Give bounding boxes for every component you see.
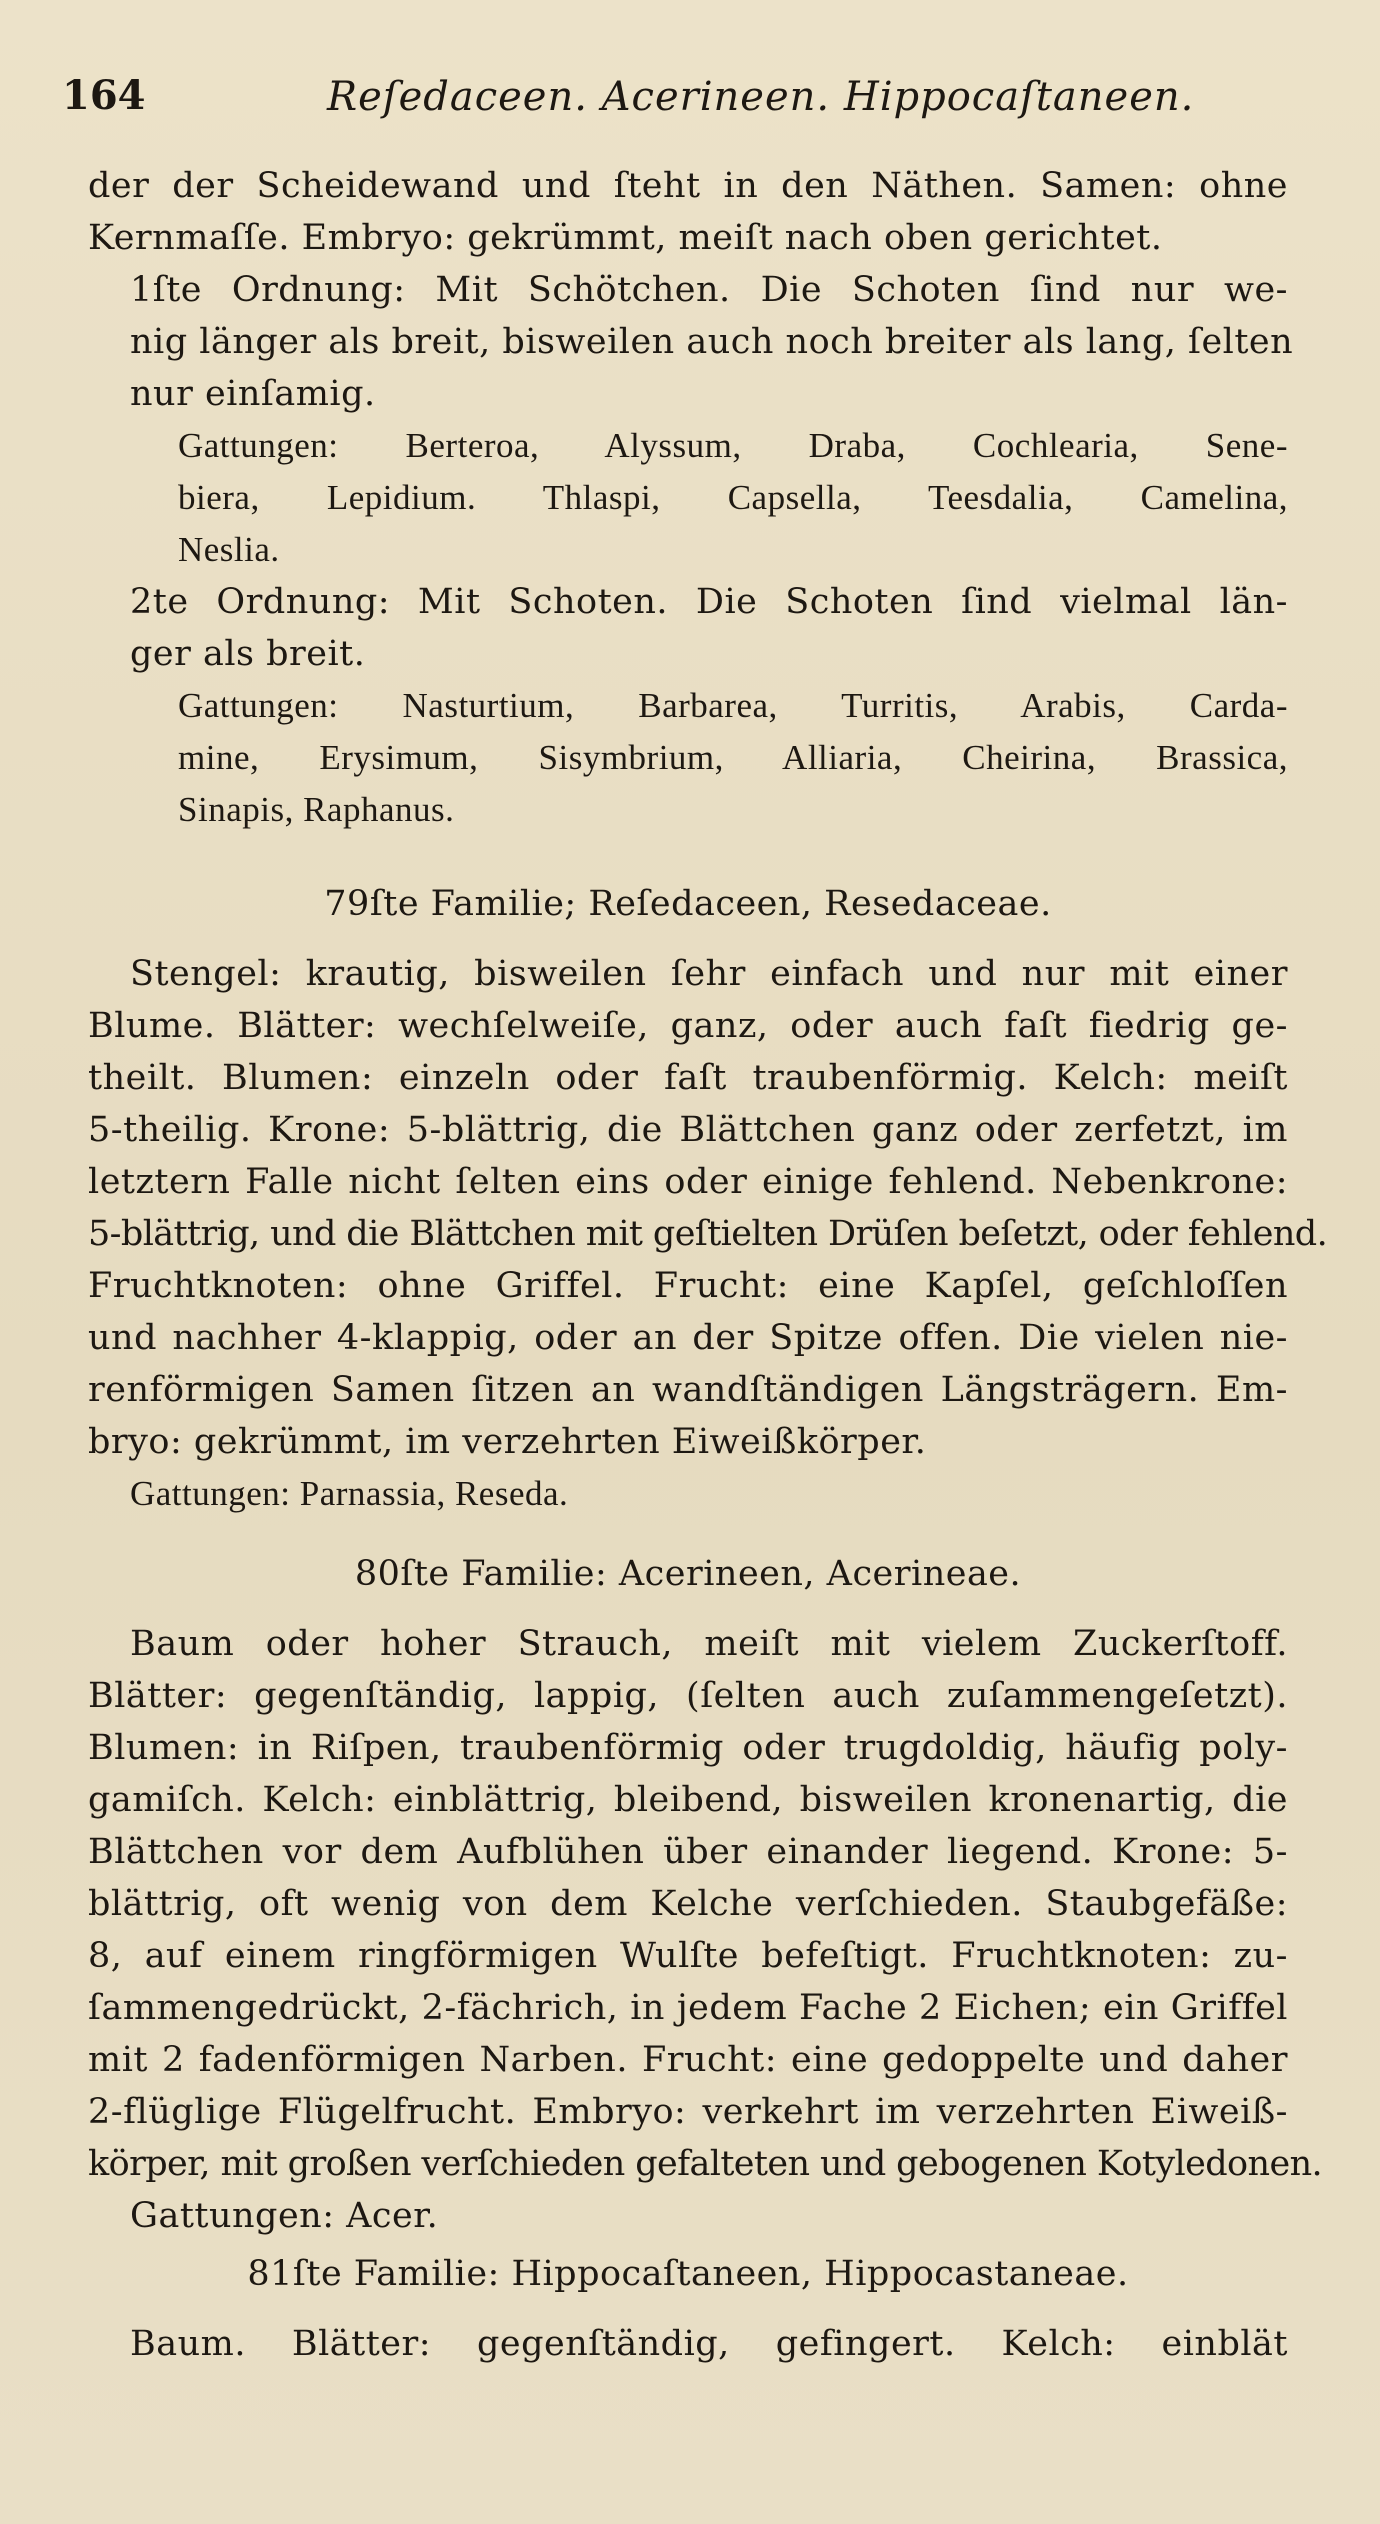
text-line: theilt. Blumen: einzeln oder faſt traubenförmig. Kelch: meiſt: [88, 1058, 1288, 1098]
text-line: Blätter: gegenſtändig, lappig, (ſelten auch zuſammengeſetzt).: [88, 1676, 1288, 1716]
text-line: ſammengedrückt, 2-fächrich, in jedem Fache 2 Eichen; ein Griffel: [88, 1988, 1288, 2028]
genera-line: Gattungen: Berteroa, Alyssum, Draba, Cochlearia, Sene-: [178, 426, 1288, 465]
text-line: Baum oder hoher Strauch, meiſt mit vielem Zuckerſtoff.: [130, 1624, 1288, 1664]
family-79-description: [88, 948, 1328, 1520]
text-line: Baum. Blätter: gegenſtändig, gefingert. Kelch: einblät: [130, 2324, 1288, 2364]
text-line: letztern Falle nicht ſelten eins oder einige fehlend. Nebenkrone:: [88, 1162, 1288, 1202]
family-80-heading-block: [88, 1548, 1288, 1600]
text-line: Blume. Blätter: wechſelweiſe, ganz, oder auch faſt fiedrig ge-: [88, 1006, 1288, 1046]
text-line: Blättchen vor dem Aufblühen über einander liegend. Krone: 5-: [88, 1832, 1288, 1872]
family-heading: 80ſte Familie: Acerineen, Acerineae.: [354, 1554, 1022, 1594]
text-line: mit 2 fadenförmigen Narben. Frucht: eine gedoppelte und daher: [88, 2040, 1288, 2080]
family-80-description: [88, 1618, 1323, 2242]
text-line: blättrig, oft wenig von dem Kelche verſchieden. Staubgefäße:: [88, 1884, 1288, 1924]
text-line: Stengel: krautig, bisweilen ſehr einfach und nur mit einer: [130, 954, 1288, 994]
text-line: körper, mit großen verſchieden gefalteten und gebogenen Kotyledonen.: [88, 2144, 1323, 2184]
page-number: 164: [62, 72, 146, 119]
genera-line: Gattungen: Acer.: [130, 2196, 439, 2236]
text-line: gamiſch. Kelch: einblättrig, bleibend, bisweilen kronenartig, die: [88, 1780, 1288, 1820]
order-heading: 2te Ordnung: Mit Schoten. Die Schoten ſind vielmal län-: [130, 582, 1288, 622]
text-line: 8, auf einem ringförmigen Wulſte befeſtigt. Fruchtknoten: zu-: [88, 1936, 1288, 1976]
genera-line: biera, Lepidium. Thlaspi, Capsella, Teesdalia, Camelina,: [178, 478, 1288, 517]
text-line: und nachher 4-klappig, oder an der Spitze offen. Die vielen nie-: [88, 1318, 1288, 1358]
text-line: ger als breit.: [130, 634, 366, 674]
text-line: 5-theilig. Krone: 5-blättrig, die Blättchen ganz oder zerfetzt, im: [88, 1110, 1288, 1150]
running-header: [62, 72, 1288, 132]
text-line: Blumen: in Riſpen, traubenförmig oder trugdoldig, häufig poly-: [88, 1728, 1288, 1768]
family-79-heading-block: [88, 878, 1288, 930]
genera-line: Neslia.: [178, 530, 280, 569]
text-line: der der Scheidewand und ſteht in den Näthen. Samen: ohne: [88, 166, 1288, 206]
genera-line: Sinapis, Raphanus.: [178, 790, 455, 829]
order-heading: 1ſte Ordnung: Mit Schötchen. Die Schoten ſind nur we-: [130, 270, 1288, 310]
genera-line: Gattungen: Nasturtium, Barbarea, Turritis, Arabis, Carda-: [178, 686, 1288, 725]
genera-line: mine, Erysimum, Sisymbrium, Alliaria, Cheirina, Brassica,: [178, 738, 1288, 777]
family-heading: 81ſte Familie: Hippocaſtaneen, Hippocastaneae.: [247, 2254, 1129, 2294]
cruciferae-continuation: [88, 160, 1294, 836]
text-line: Kernmaſſe. Embryo: gekrümmt, meiſt nach oben gerichtet.: [88, 218, 1163, 258]
family-81-description: [88, 2318, 1288, 2370]
running-title: Reſedaceen. Acerineen. Hippocaſtaneen.: [327, 74, 1195, 120]
text-line: bryo: gekrümmt, im verzehrten Eiweißkörper.: [88, 1422, 927, 1462]
text-line: renförmigen Samen ſitzen an wandſtändigen Längsträgern. Em-: [88, 1370, 1288, 1410]
text-line: 2-flüglige Flügelfrucht. Embryo: verkehrt im verzehrten Eiweiß-: [88, 2092, 1288, 2132]
text-line: Fruchtknoten: ohne Griffel. Frucht: eine Kapſel, geſchloſſen: [88, 1266, 1288, 1306]
text-line: nur einſamig.: [130, 374, 376, 414]
genera-line: Gattungen: Parnassia, Reseda.: [130, 1474, 569, 1513]
family-81-heading-block: [88, 2248, 1288, 2300]
text-line: nig länger als breit, bisweilen auch noch breiter als lang, ſelten: [130, 322, 1294, 362]
text-line: 5-blättrig, und die Blättchen mit geſtielten Drüſen beſetzt, oder fehlend.: [88, 1214, 1328, 1254]
family-heading: 79ſte Familie; Reſedaceen, Resedaceae.: [324, 884, 1052, 924]
